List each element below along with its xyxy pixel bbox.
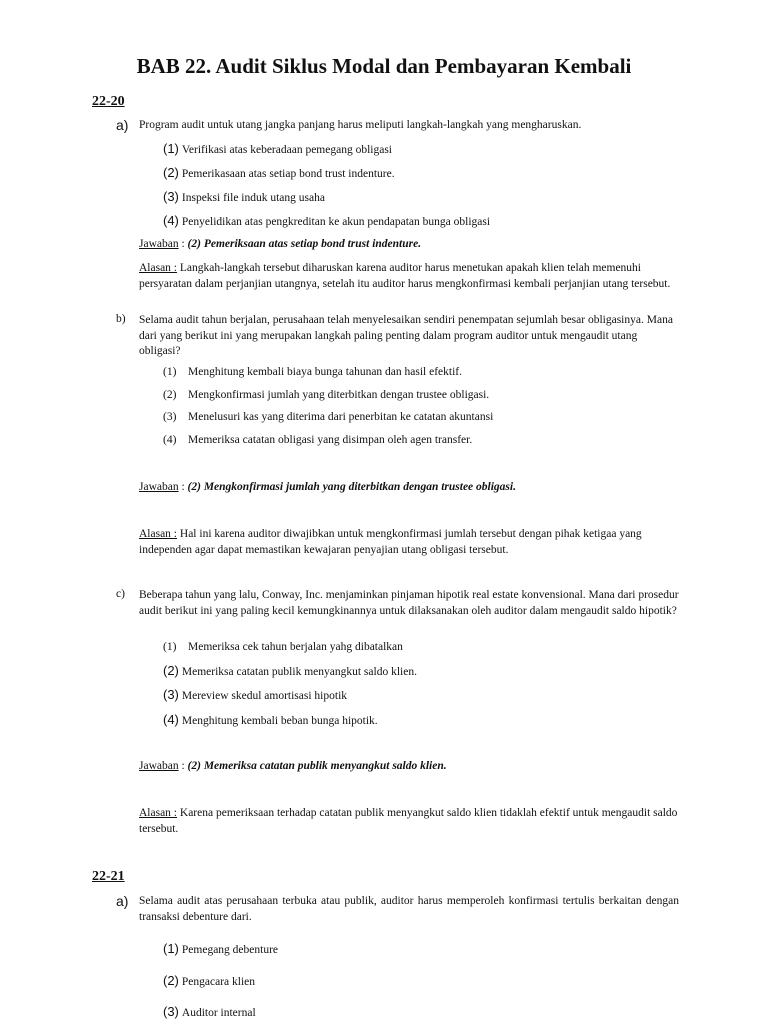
option-text: Auditor internal	[181, 1007, 256, 1019]
option-number: (1)	[163, 141, 179, 156]
option-number: (2)	[163, 165, 179, 180]
option-text: Memeriksa catatan publik menyangkut saldo klien.	[181, 666, 417, 678]
option-number: (4)	[163, 213, 179, 228]
answer-label: Jawaban	[139, 481, 179, 493]
reason-label: Alasan :	[139, 262, 178, 274]
option-number: (4)	[163, 712, 179, 727]
option-item	[163, 213, 490, 228]
reason-text: Langkah-langkah tersebut diharuskan karena auditor harus menetukan apakah klien telah memenuhi persyaratan dalam perjanjian utangnya, setelah itu auditor harus mengkonfirmasi kembali perjanjian utang tersebut.	[139, 262, 671, 290]
question-a-label: a)	[116, 893, 129, 909]
reason-block	[139, 806, 679, 837]
reason-label: Alasan :	[139, 528, 178, 540]
question-c-text: Beberapa tahun yang lalu, Conway, Inc. menjaminkan pinjaman hipotik real estate konvensional. Mana dari prosedur audit berikut ini yang paling kecil kemungkinannya untuk dilaksanakan oleh auditor dalam mengaudit saldo hipotik?	[139, 589, 679, 617]
option-text: Memeriksa catatan obligasi yang disimpan oleh agen transfer.	[188, 434, 473, 446]
option-item	[163, 941, 278, 956]
answer-label: Jawaban	[139, 238, 179, 250]
option-item	[163, 712, 378, 727]
option-item	[163, 189, 325, 204]
option-item	[163, 366, 462, 378]
option-text: Verifikasi atas keberadaan pemegang obligasi	[181, 144, 393, 156]
option-text: Pemerikasaan atas setiap bond trust indenture.	[181, 168, 395, 180]
reason-text: Karena pemeriksaan terhadap catatan publik menyangkut saldo klien tidaklah efektif untuk mengaudit saldo tersebut.	[139, 807, 678, 835]
question-a-text: Selama audit atas perusahaan terbuka atau publik, auditor harus memperoleh konfirmasi tertulis berkaitan dengan transaksi debenture dari.	[139, 895, 679, 923]
reason-block	[139, 261, 679, 292]
question-b-text: Selama audit tahun berjalan, perusahaan telah menyelesaikan sendiri penempatan sejumlah besar obligasinya. Mana dari yang berikut ini yang merupakan langkah paling penting dalam program auditor untuk mengaudit utang obligasi?	[139, 314, 673, 357]
section-heading-22-20: 22-20	[92, 94, 125, 109]
option-item	[163, 973, 255, 988]
option-text: Mereview skedul amortisasi hipotik	[181, 690, 348, 702]
option-text: Inspeksi file induk utang usaha	[181, 192, 325, 204]
answer-label: Jawaban	[139, 760, 179, 772]
option-text: Menghitung kembali beban bunga hipotik.	[181, 715, 378, 727]
option-item	[163, 641, 403, 653]
option-number: (1)	[163, 641, 177, 653]
question-a-label: a)	[116, 117, 129, 133]
option-text: Penyelidikan atas pengkreditan ke akun pendapatan bunga obligasi	[181, 216, 491, 228]
section-heading-22-21: 22-21	[92, 869, 125, 884]
answer-text: (2) Pemeriksaan atas setiap bond trust indenture.	[187, 238, 422, 250]
option-number: (2)	[163, 389, 177, 401]
option-text: Memeriksa cek tahun berjalan yahg dibatalkan	[188, 641, 403, 653]
option-item	[163, 434, 472, 446]
option-number: (2)	[163, 663, 179, 678]
option-number: (4)	[163, 434, 177, 446]
option-text: Menghitung kembali biaya bunga tahunan dan hasil efektif.	[188, 366, 463, 378]
option-number: (3)	[163, 687, 179, 702]
answer-line: Jawaban : (2) Pemeriksaan atas setiap bond trust indenture.	[139, 238, 422, 250]
answer-text: (2) Memeriksa catatan publik menyangkut saldo klien.	[187, 760, 447, 772]
answer-line: Jawaban : (2) Memeriksa catatan publik menyangkut saldo klien.	[139, 760, 447, 772]
option-item	[163, 141, 392, 156]
reason-label: Alasan :	[139, 807, 178, 819]
option-number: (3)	[163, 411, 177, 423]
option-item	[163, 389, 489, 401]
page-title: BAB 22. Audit Siklus Modal dan Pembayaran Kembali	[136, 54, 632, 78]
option-number: (2)	[163, 973, 179, 988]
reason-block	[139, 527, 679, 558]
question-c-label: c)	[116, 588, 125, 600]
option-item	[163, 687, 347, 702]
option-item	[163, 165, 395, 180]
answer-line: Jawaban : (2) Mengkonfirmasi jumlah yang diterbitkan dengan trustee obligasi.	[139, 481, 516, 493]
option-number: (1)	[163, 941, 179, 956]
option-text: Pemegang debenture	[181, 944, 279, 956]
question-b-label: b)	[116, 313, 126, 325]
option-item	[163, 411, 493, 423]
option-text: Pengacara klien	[181, 976, 256, 988]
option-number: (1)	[163, 366, 177, 378]
option-item	[163, 663, 417, 678]
answer-text: (2) Mengkonfirmasi jumlah yang diterbitkan dengan trustee obligasi.	[187, 481, 516, 493]
option-text: Menelusuri kas yang diterima dari penerbitan ke catatan akuntansi	[188, 411, 494, 423]
option-text: Mengkonfirmasi jumlah yang diterbitkan dengan trustee obligasi.	[188, 389, 490, 401]
question-a-text: Program audit untuk utang jangka panjang harus meliputi langkah-langkah yang mengharuskan.	[139, 119, 582, 131]
reason-text: Hal ini karena auditor diwajibkan untuk mengkonfirmasi jumlah tersebut dengan pihak ketigaa yang independen agar dapat memastikan kewajaran penyajian utang obligasi tersebut.	[139, 528, 642, 556]
option-number: (3)	[163, 189, 179, 204]
option-item	[163, 1004, 256, 1019]
option-number: (3)	[163, 1004, 179, 1019]
